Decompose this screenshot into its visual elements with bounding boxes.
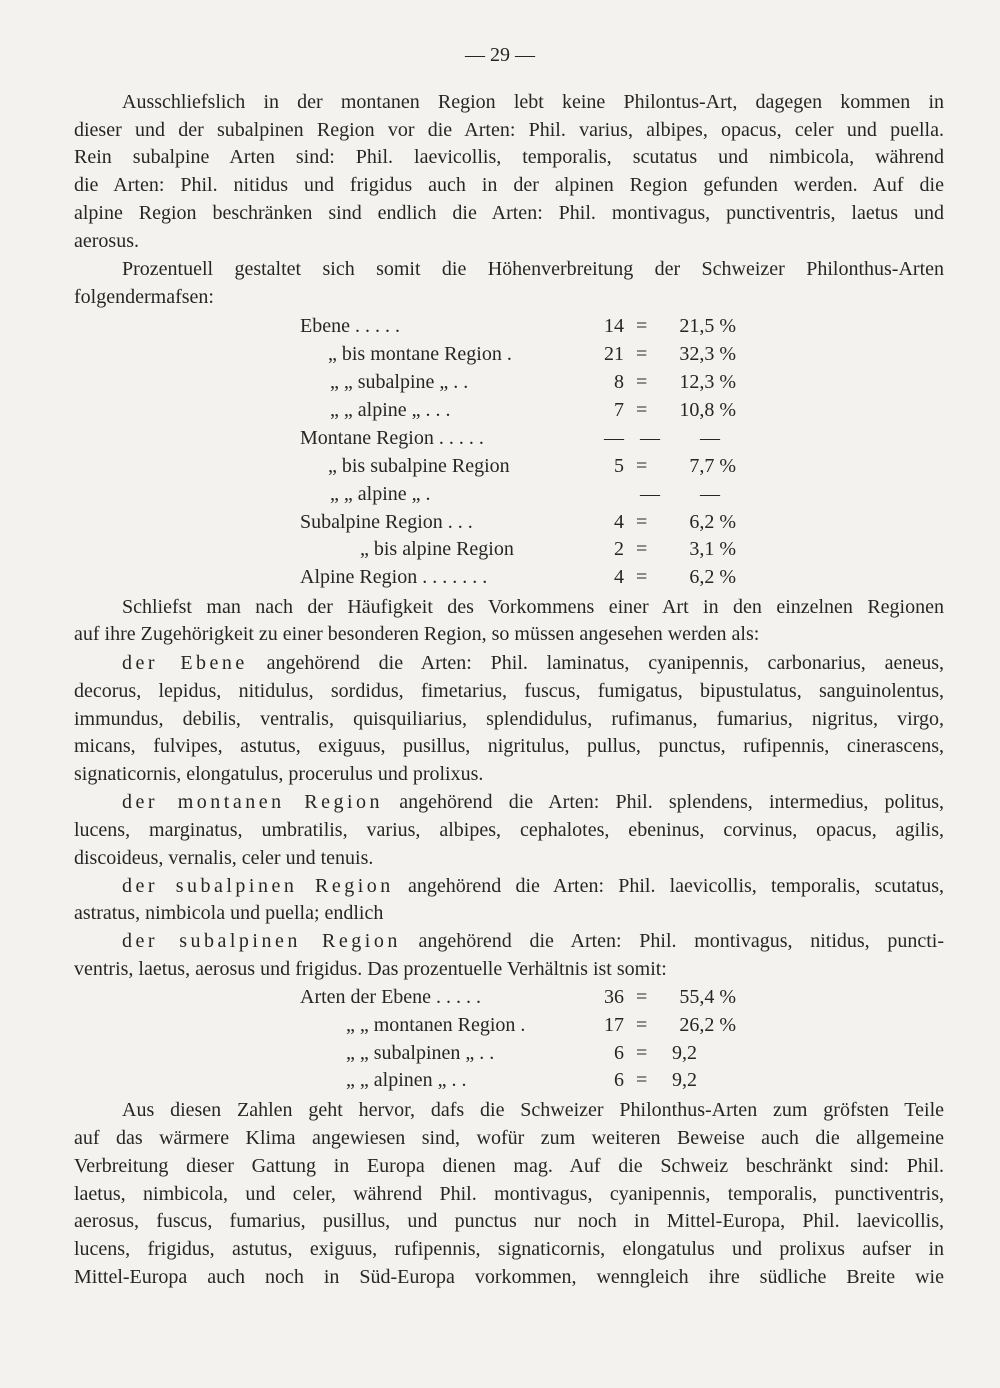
row-equals: — [640,483,660,505]
text-line: Mittel-Europa auch noch in Süd-Europa vorkommen, wenngleich ihre südliche Breite wie [74,1266,944,1288]
text-line: decorus, lepidus, nitidulus, sordidus, fimetarius, fuscus, fumigatus, bipustulatus, sanguinolentus, [74,680,944,702]
text-line: aerosus, fuscus, fumarius, pusillus, und punctus nur noch in Mittel-Europa, Phil. laevicollis, [74,1210,944,1232]
row-label: Ebene . . . . . [300,315,400,337]
row-label: Arten der Ebene . . . . . [300,986,482,1008]
table-row [0,1040,1000,1066]
row-label: „ bis montane Region . [328,343,512,365]
text-line: Ausschliefslich in der montanen Region lebt keine Philontus-Art, dagegen kommen in [122,91,944,113]
text-line [122,789,944,815]
text-line: lucens, marginatus, umbratilis, varius, albipes, cephalotes, ebeninus, corvinus, opacus, agilis, [74,819,944,841]
table-row [0,536,1000,562]
text-line: lucens, frigidus, astutus, exiguus, rufipennis, signaticornis, elongatulus und prolixus aufser in [74,1238,944,1260]
row-equals: = [636,566,648,588]
text-line: folgendermafsen: [74,286,214,308]
row-percent: 9,2 [672,1042,697,1064]
text-line: laetus, nimbicola, und celer, während Phil. montivagus, cyanipennis, temporalis, punctiventris, [74,1183,944,1205]
row-percent: 6,2 % [689,566,736,588]
row-label: „ „ alpinen „ . . [346,1069,467,1091]
text-line: astratus, nimbicola und puella; endlich [74,902,384,924]
spaced-heading: der Ebene [122,652,248,674]
row-label: „ „ subalpinen „ . . [346,1042,495,1064]
text-line [122,650,944,676]
table-row [0,453,1000,479]
row-count: 14 [604,315,624,337]
row-equals: = [636,315,648,337]
row-percent: 21,5 % [679,315,736,337]
row-equals: = [636,399,648,421]
row-equals: = [636,986,648,1008]
text-line: Prozentuell gestaltet sich somit die Höhenverbreitung der Schweizer Philonthus-Arten [122,258,944,280]
row-equals: = [636,343,648,365]
row-percent: 10,8 % [679,399,736,421]
text-line: dieser und der subalpinen Region vor die Arten: Phil. varius, albipes, opacus, celer und puella. [74,119,944,141]
row-percent: 7,7 % [689,455,736,477]
row-percent: 12,3 % [679,371,736,393]
row-label: „ bis subalpine Region [328,455,510,477]
text-line: Schliefst man nach der Häufigkeit des Vorkommens einer Art in den einzelnen Regionen [122,596,944,618]
text-line: auf ihre Zugehörigkeit zu einer besonderen Region, so müssen angesehen werden als: [74,623,760,645]
row-equals: — [640,427,660,449]
table-row [0,341,1000,367]
row-count: — [604,427,624,449]
spaced-heading: der montanen Region [122,791,384,813]
text-line: discoideus, vernalis, celer und tenuis. [74,847,374,869]
row-label: Subalpine Region . . . [300,511,473,533]
row-count: 21 [604,343,624,365]
row-count: 5 [614,455,624,477]
text-line: alpine Region beschränken sind endlich die Arten: Phil. montivagus, punctiventris, laetus und [74,202,944,224]
row-percent: 55,4 % [679,986,736,1008]
table-row [0,509,1000,535]
table-row [0,313,1000,339]
row-percent: 6,2 % [689,511,736,533]
text-line: ventris, laetus, aerosus und frigidus. Das prozentuelle Verhältnis ist somit: [74,958,667,980]
row-percent: — [700,483,720,505]
table-row [0,564,1000,590]
row-count: 2 [614,538,624,560]
row-count: 17 [604,1014,624,1036]
table-row [0,1067,1000,1093]
row-label: „ „ subalpine „ . . [330,371,469,393]
text-line: Aus diesen Zahlen geht hervor, dafs die Schweizer Philonthus-Arten zum gröfsten Teile [122,1099,944,1121]
table-row [0,397,1000,423]
row-label: „ „ alpine „ . [330,483,431,505]
row-count: 6 [614,1069,624,1091]
table-row [0,369,1000,395]
row-label: Alpine Region . . . . . . . [300,566,488,588]
row-label: „ „ alpine „ . . . [330,399,451,421]
row-equals: = [636,511,648,533]
row-count: 4 [614,566,624,588]
row-equals: = [636,538,648,560]
spaced-heading: der subalpinen Region [122,875,394,897]
spaced-heading: der subalpinen Region [122,930,401,952]
text-line: Verbreitung dieser Gattung in Europa dienen mag. Auf die Schweiz beschränkt sind: Phil. [74,1155,944,1177]
row-count: 36 [604,986,624,1008]
text-span: angehörend die Arten: Phil. montivagus, nitidus, puncti- [418,930,944,952]
row-percent: 3,1 % [689,538,736,560]
text-line: signaticornis, elongatulus, procerulus und prolixus. [74,763,484,785]
text-line: immundus, debilis, ventralis, quisquiliarius, splendidulus, rufimanus, fumarius, nigritus, virgo, [74,708,944,730]
page-number: — 29 — [465,44,535,66]
text-line: aerosus. [74,230,139,252]
row-percent: 32,3 % [679,343,736,365]
row-percent: — [700,427,720,449]
text-span: angehörend die Arten: Phil. laevicollis, temporalis, scutatus, [407,875,945,897]
table-row [0,984,1000,1010]
row-label: „ bis alpine Region [360,538,514,560]
text-line: auf das wärmere Klima angewiesen sind, wofür zum weiteren Beweise auch die allgemeine [74,1127,944,1149]
text-line [122,928,944,954]
row-equals: = [636,1069,648,1091]
text-span: angehörend die Arten: Phil. laminatus, cyanipennis, carbonarius, aeneus, [266,652,944,674]
text-span: angehörend die Arten: Phil. splendens, intermedius, politus, [399,791,945,813]
text-line [122,873,944,899]
row-percent: 26,2 % [679,1014,736,1036]
text-line: micans, fulvipes, astutus, exiguus, pusillus, nigritulus, pullus, punctus, rufipennis, cinerascens, [74,735,944,757]
row-equals: = [636,371,648,393]
row-label: „ „ montanen Region . [346,1014,526,1036]
row-equals: = [636,455,648,477]
text-line: Rein subalpine Arten sind: Phil. laevicollis, temporalis, scutatus und nimbicola, während [74,146,944,168]
row-count: 7 [614,399,624,421]
row-count: 4 [614,511,624,533]
table-row [0,425,1000,451]
table-row [0,1012,1000,1038]
text-line: die Arten: Phil. nitidus und frigidus auch in der alpinen Region gefunden werden. Auf die [74,174,944,196]
row-equals: = [636,1014,648,1036]
row-equals: = [636,1042,648,1064]
row-label: Montane Region . . . . . [300,427,484,449]
row-count: 8 [614,371,624,393]
row-percent: 9,2 [672,1069,697,1091]
table-row [0,481,1000,507]
row-count: 6 [614,1042,624,1064]
